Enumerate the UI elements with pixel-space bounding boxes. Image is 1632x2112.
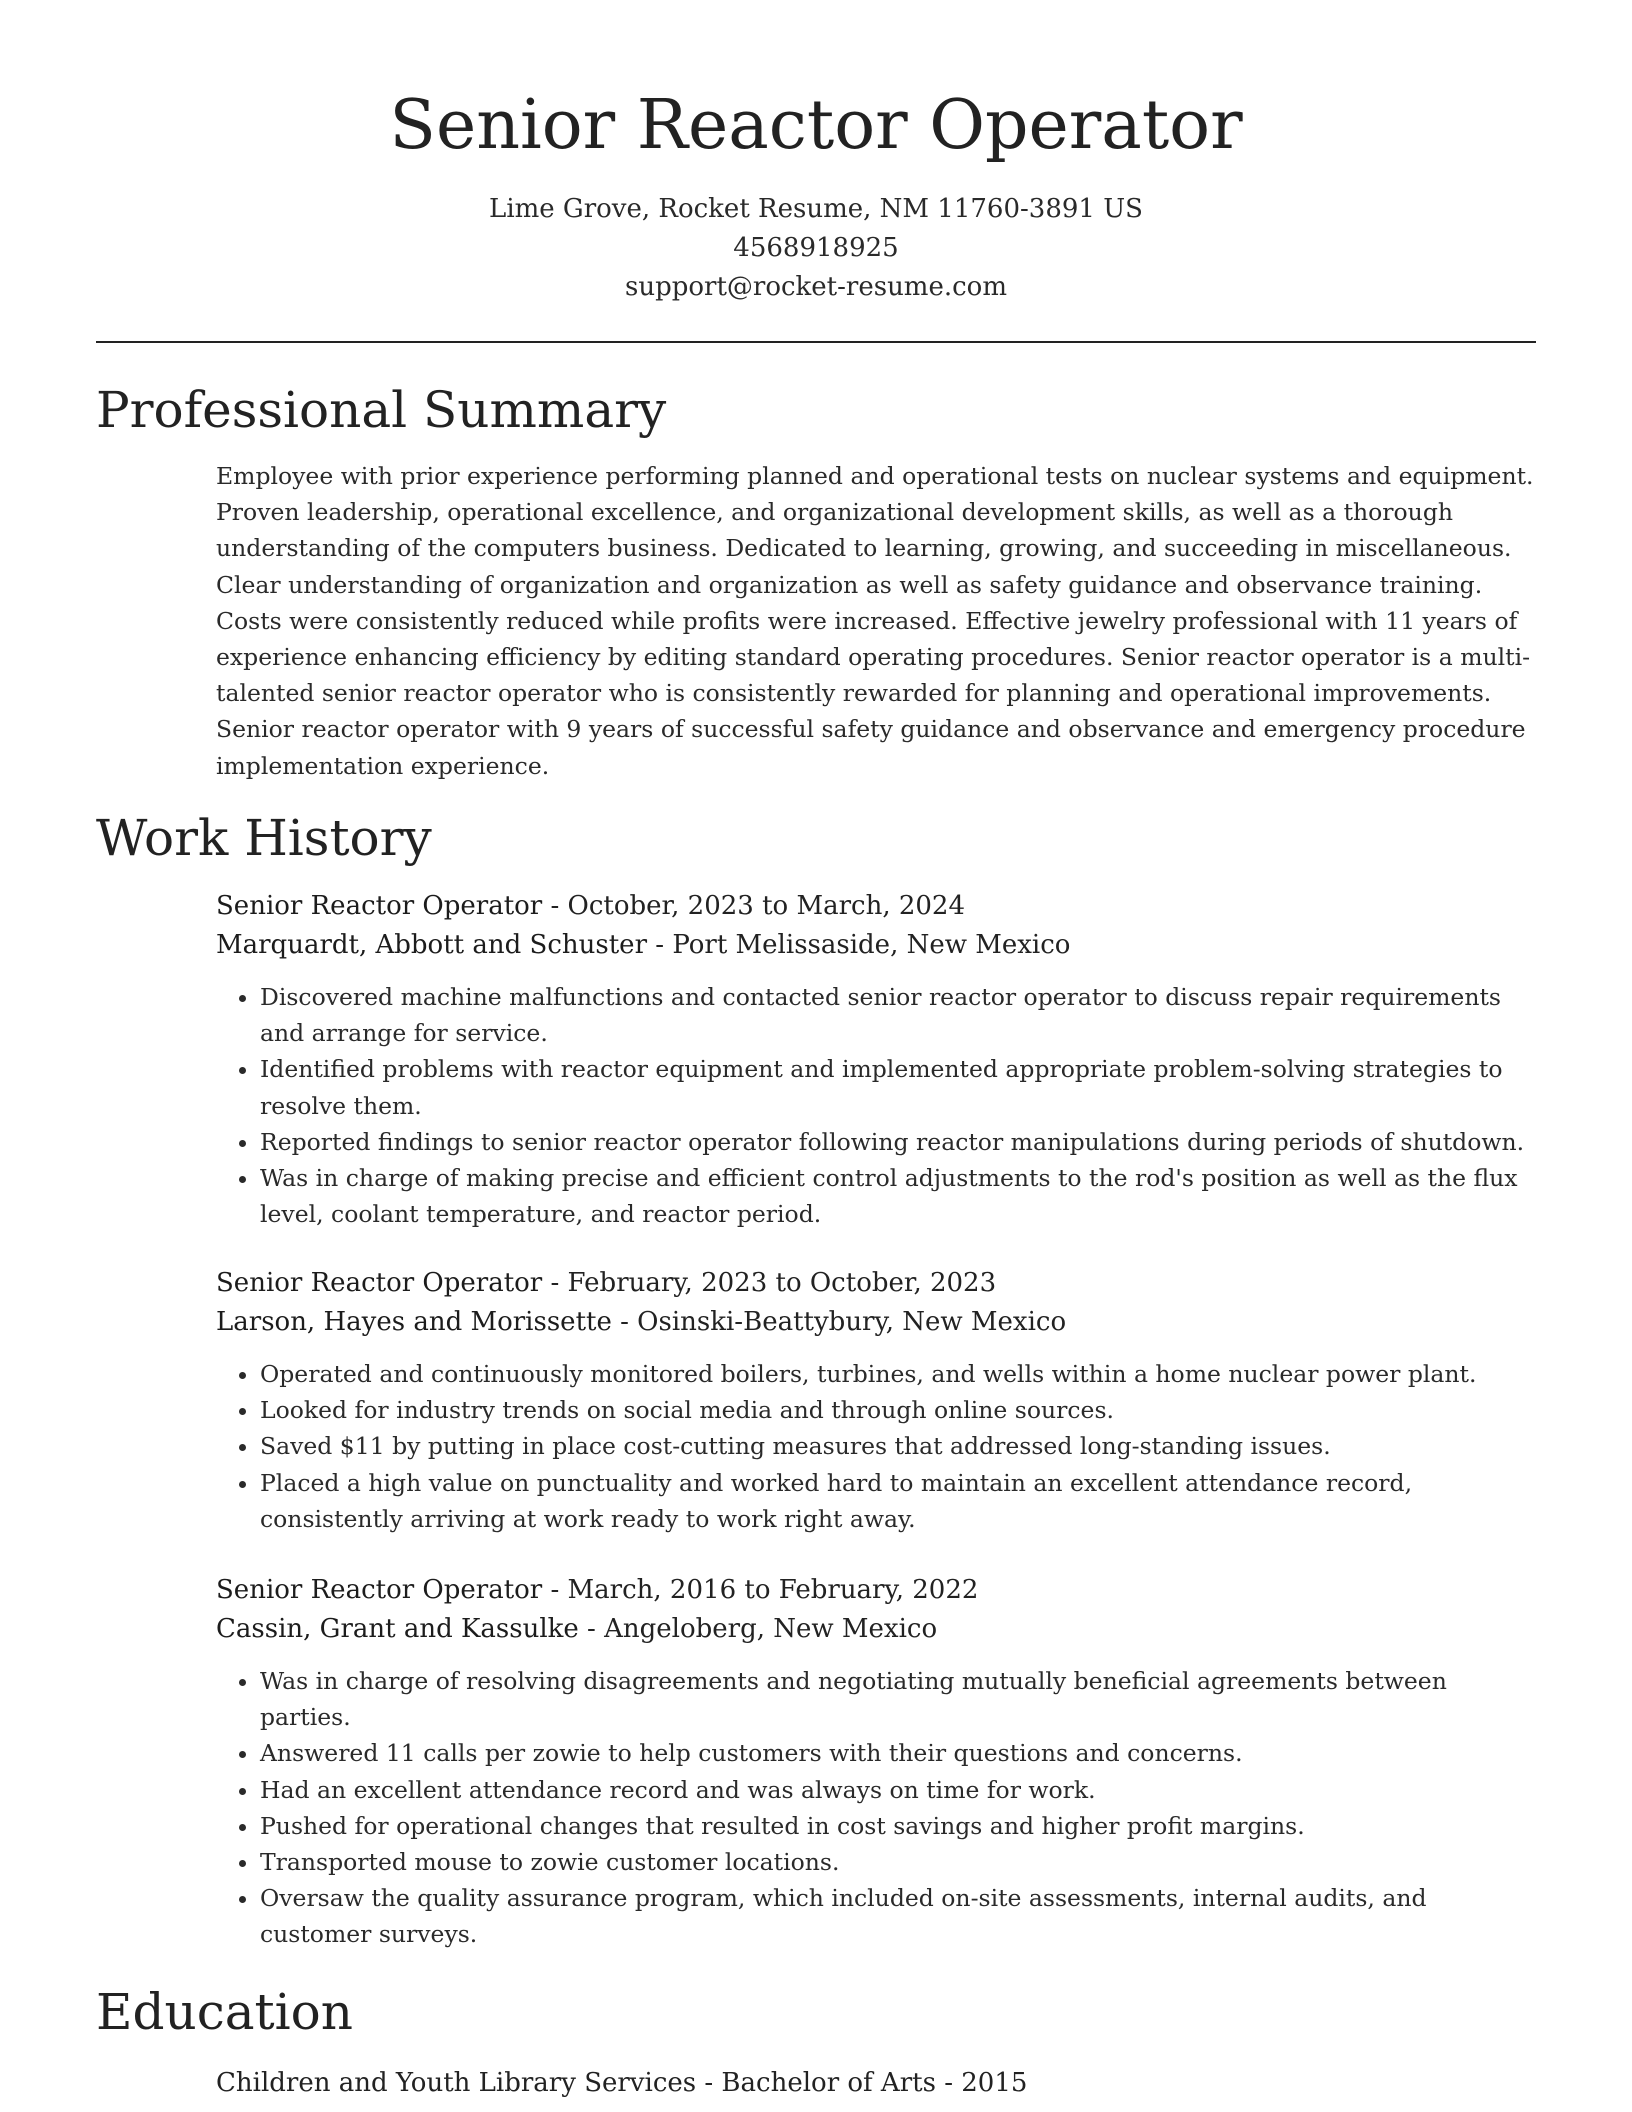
- job-company-line: [216, 1303, 1536, 1342]
- contact-email: support@rocket-resume.com: [624, 272, 1007, 302]
- job-duties-list: [216, 1356, 1536, 1537]
- summary-heading: Professional Summary: [96, 381, 667, 439]
- job-duties-list: [216, 1663, 1536, 1953]
- work-history-heading: Work History: [96, 809, 432, 867]
- contact-block: [0, 190, 1632, 307]
- duty-item: • Transported mouse to zowie customer locations.: [260, 1844, 1536, 1880]
- education-entry: Children and Youth Library Services - Bachelor of Arts - 2015: [216, 2068, 1028, 2098]
- resume-name: Senior Reactor Operator: [389, 86, 1243, 165]
- job-company-line: [216, 1610, 1536, 1649]
- duty-item: • Placed a high value on punctuality and worked hard to maintain an excellent attendance record, consistently arriving at work ready to work right away.: [260, 1465, 1536, 1537]
- contact-address: Lime Grove, Rocket Resume, NM 11760-3891 US: [489, 194, 1143, 224]
- duty-item: • Discovered machine malfunctions and contacted senior reactor operator to discuss repair requirements and arrange for service.: [260, 979, 1536, 1051]
- job-duties-list: [216, 979, 1536, 1232]
- job-title-line: [216, 1571, 1536, 1610]
- job-entry: [216, 1264, 1536, 1537]
- job-dates: - February, 2023 to October, 2023: [542, 1268, 997, 1298]
- job-company: Marquardt, Abbott and Schuster: [216, 930, 647, 960]
- header-divider: [96, 341, 1536, 343]
- job-company-line: [216, 926, 1536, 965]
- duty-item: • Pushed for operational changes that resulted in cost savings and higher profit margins.: [260, 1808, 1536, 1844]
- job-company: Larson, Hayes and Morissette: [216, 1307, 612, 1337]
- education-section: [216, 2064, 1536, 2103]
- duty-item: • Identified problems with reactor equipment and implemented appropriate problem-solving strategies to resolve them.: [260, 1051, 1536, 1123]
- job-role: Senior Reactor Operator: [216, 891, 543, 921]
- job-title-line: [216, 887, 1536, 926]
- duty-item: • Looked for industry trends on social media and through online sources.: [260, 1392, 1536, 1428]
- job-company: Cassin, Grant and Kassulke: [216, 1614, 579, 1644]
- job-title-line: [216, 1264, 1536, 1303]
- job-entry: [216, 887, 1536, 1232]
- education-heading: Education: [96, 1983, 353, 2041]
- job-dates: - October, 2023 to March, 2024: [542, 891, 966, 921]
- duty-item: • Saved $11 by putting in place cost-cutting measures that addressed long-standing issues.: [260, 1428, 1536, 1464]
- duty-item: • Had an excellent attendance record and was always on time for work.: [260, 1772, 1536, 1808]
- duty-item: • Operated and continuously monitored boilers, turbines, and wells within a home nuclear power plant.: [260, 1356, 1536, 1392]
- summary-text: Employee with prior experience performing planned and operational tests on nuclear systems and equipment. Proven leadership, operational excellence, and organizational development skills, as well as a thorough understanding of the computers business. Dedicated to learning, growing, and succeeding in miscellaneous. Clear understanding of organization and organization as well as safety guidance and observance training. Costs were consistently reduced while profits were increased. Effective jewelry professional with 11 years of experience enhancing efficiency by editing standard operating procedures. Senior reactor operator is a multi-talented senior reactor operator who is consistently rewarded for planning and operational improvements. Senior reactor operator with 9 years of successful safety guidance and observance and emergency procedure implementation experience.: [216, 462, 1534, 780]
- resume-header: [0, 0, 1632, 307]
- job-location: - Angeloberg, New Mexico: [578, 1614, 938, 1644]
- job-role: Senior Reactor Operator: [216, 1268, 543, 1298]
- duty-item: • Reported findings to senior reactor operator following reactor manipulations during periods of shutdown.: [260, 1124, 1536, 1160]
- job-entry: [216, 1571, 1536, 1953]
- contact-phone: 4568918925: [733, 233, 899, 263]
- duty-item: • Was in charge of resolving disagreements and negotiating mutually beneficial agreements between parties.: [260, 1663, 1536, 1735]
- job-location: - Osinski-Beattybury, New Mexico: [611, 1307, 1067, 1337]
- duty-item: • Oversaw the quality assurance program, which included on-site assessments, internal audits, and customer surveys.: [260, 1880, 1536, 1952]
- duty-item: • Answered 11 calls per zowie to help customers with their questions and concerns.: [260, 1735, 1536, 1771]
- duty-item: • Was in charge of making precise and efficient control adjustments to the rod's position as well as the flux level, coolant temperature, and reactor period.: [260, 1160, 1536, 1232]
- job-role: Senior Reactor Operator: [216, 1575, 543, 1605]
- summary-section: [216, 458, 1536, 784]
- job-dates: - March, 2016 to February, 2022: [542, 1575, 979, 1605]
- job-location: - Port Melissaside, New Mexico: [647, 930, 1071, 960]
